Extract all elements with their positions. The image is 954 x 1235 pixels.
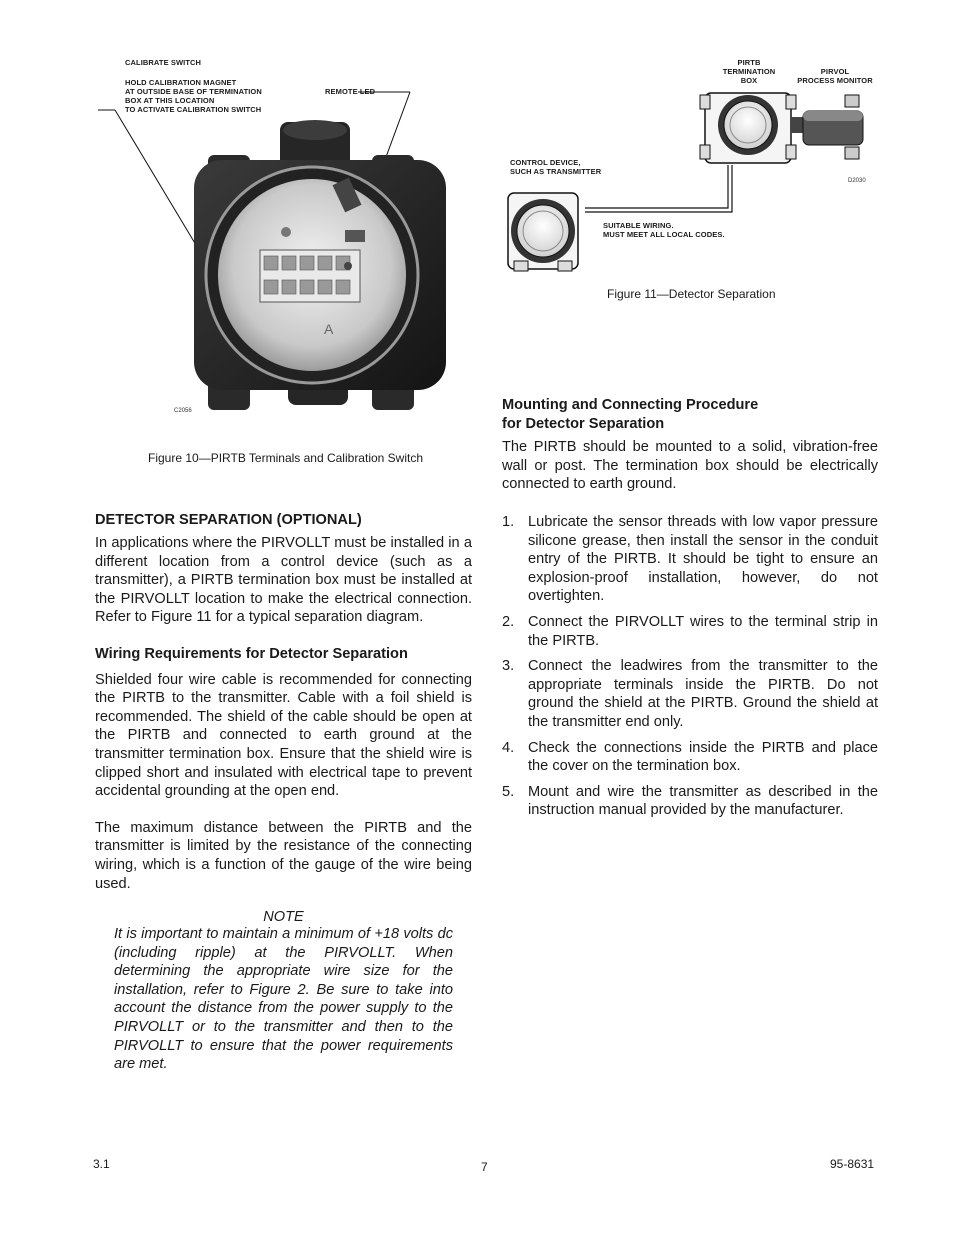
figure-10-caption: Figure 10—PIRTB Terminals and Calibration Switch: [148, 451, 424, 465]
figure-10-code: C2056: [174, 408, 192, 414]
paragraph-mounting-intro: The PIRTB should be mounted to a solid, vibration-free wall or post. The termination box should be electrically connected to earth ground.: [502, 439, 878, 493]
figure-11-caption: Figure 11—Detector Separation: [607, 287, 776, 301]
pirtb-box-icon: [700, 93, 796, 163]
label-suitable-wiring: SUITABLE WIRING. MUST MEET ALL LOCAL CODES.: [603, 221, 725, 239]
figure-10-pirtb-photo: [90, 80, 450, 430]
pirvol-monitor-icon: [791, 95, 863, 159]
list-item: 5. Mount and wire the transmitter as described in the instruction manual provided by the manufacturer.: [502, 783, 878, 819]
label-pirtb: PIRTB TERMINATION BOX: [722, 58, 776, 85]
list-item: 4. Check the connections inside the PIRTB and place the cover on the termination box.: [502, 739, 878, 775]
callout-calibrate-switch: CALIBRATE SWITCH: [125, 58, 202, 67]
list-item: 1. Lubricate the sensor threads with low vapor pressure silicone grease, then install the sensor in the conduit entry of the PIRTB. It should be tight to ensure an explosion-proof installation, however, do not overtighten.: [502, 513, 878, 605]
procedure-steps-list: [502, 513, 878, 820]
paragraph-detector-intro: In applications where the PIRVOLLT must be installed in a different location from a control device (such as a transmitter), a PIRTB termination box must be installed at the PIRVOLLT location to make the electrical connection. Refer to Figure 11 for a typical separation diagram.: [95, 535, 472, 626]
figure-11-detector-separation-diagram: [500, 85, 880, 280]
note-title: NOTE: [263, 909, 304, 926]
note-body: It is important to maintain a minimum of +18 volts dc (including ripple) at the PIRVOLLT. When determining the appropriate wire size for the installation, refer to Figure 2. Be sure to take into account the distance from the power supply to the PIRVOLLT or to the transmitter and then to the PIRVOLLT to ensure that the power requirements are met.: [114, 926, 453, 1073]
footer-page-number: 7: [481, 1160, 488, 1174]
note-block: [95, 909, 472, 1074]
label-control-device: CONTROL DEVICE, SUCH AS TRANSMITTER: [510, 158, 602, 176]
subheading-mounting-procedure: Mounting and Connecting Procedure for Detector Separation: [502, 397, 759, 432]
paragraph-wiring-2: The maximum distance between the PIRTB and the transmitter is limited by the resistance of the connecting wiring, which is a function of the gauge of the wire being used.: [95, 819, 472, 892]
right-column: [502, 396, 878, 827]
label-pirvol: PIRVOL PROCESS MONITOR: [797, 67, 873, 85]
footer-revision: 3.1: [93, 1157, 110, 1171]
figure-11-code: D2030: [848, 178, 866, 184]
paragraph-wiring-1: Shielded four wire cable is recommended for connecting the PIRTB to the transmitter. Cable with a foil shield is recommended. The shield of the cable should be open at the PIRTB and connected to earth ground at the transmitter termination box. Ensure that the shield wire is clipped short and insulated with electrical tape to prevent accidental grounding at the open end.: [95, 671, 472, 800]
section-heading-detector-separation: DETECTOR SEPARATION (OPTIONAL): [95, 512, 362, 528]
subheading-wiring-requirements: Wiring Requirements for Detector Separation: [95, 645, 408, 662]
left-column: [95, 512, 472, 1074]
list-item: 3. Connect the leadwires from the transmitter to the appropriate terminals inside the PIRTB. Do not ground the shield at the PIRTB. Ground the shield at the transmitter end only.: [502, 658, 878, 730]
footer-document-number: 95-8631: [830, 1157, 875, 1171]
callout-remote-led: REMOTE LED: [325, 87, 376, 96]
control-device-icon: [508, 193, 578, 271]
list-item: 2. Connect the PIRVOLLT wires to the terminal strip in the PIRTB.: [502, 613, 878, 649]
svg-text:A: A: [324, 321, 334, 337]
callout-hold-magnet: HOLD CALIBRATION MAGNET AT OUTSIDE BASE OF TERMINATION BOX AT THIS LOCATION TO ACTIVATE CALIBRATION SWITCH: [125, 78, 262, 114]
